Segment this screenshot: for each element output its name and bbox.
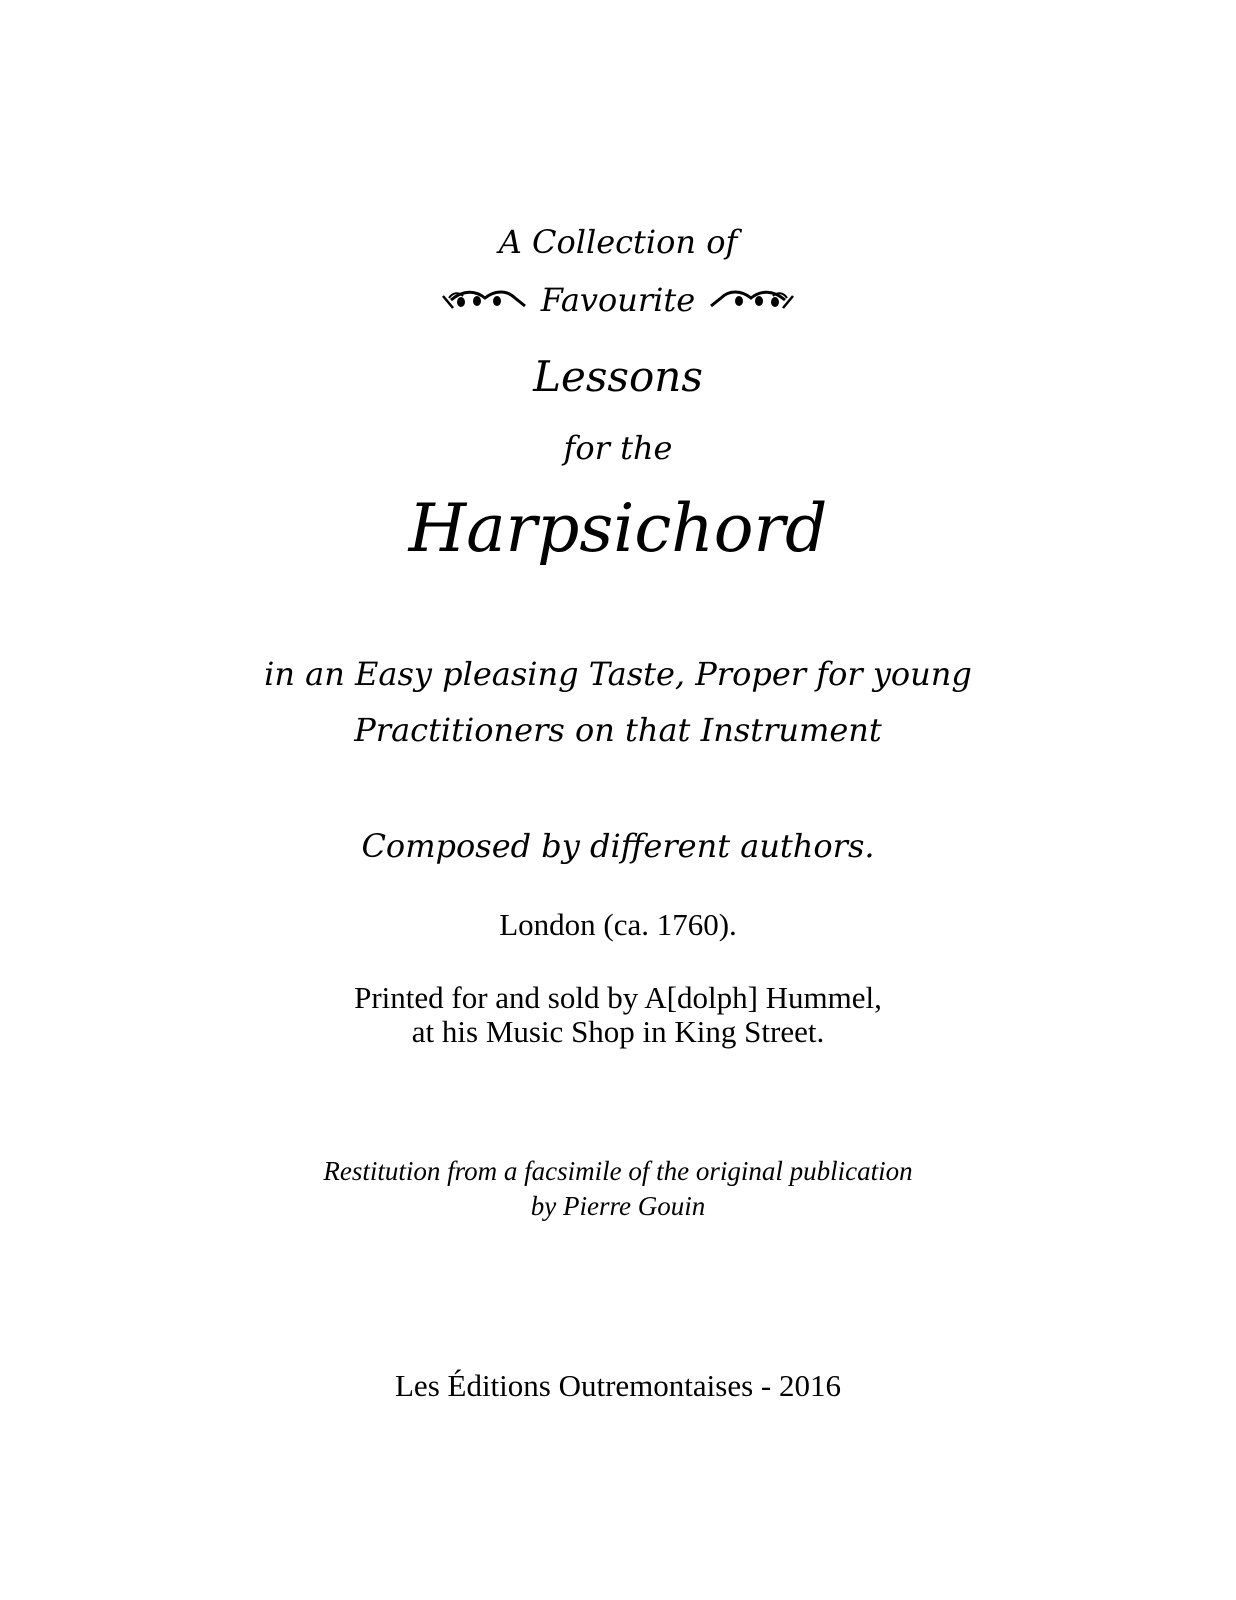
composer-line: Composed by different authors. [361,827,875,865]
main-title: Harpsichord [408,490,828,567]
restitution-line-1: Restitution from a facsimile of the original publication [323,1156,913,1186]
restitution-line-2: by Pierre Gouin [530,1191,706,1221]
publisher-line: Les Éditions Outremontaises - 2016 [395,1368,841,1403]
left-vine-flourish-icon [441,288,527,312]
right-vine-flourish-icon [709,288,795,312]
printer-line-1: Printed for and sold by A[dolph] Hummel, [354,980,882,1015]
favourite-row [0,281,1236,319]
place-date-line: London (ca. 1760). [499,907,737,942]
for-the-heading: for the [563,429,673,467]
description-line-2: Practitioners on that Instrument [354,711,882,749]
favourite-heading: Favourite [540,281,696,319]
collection-heading: A Collection of [498,223,738,261]
printer-line-2: at his Music Shop in King Street. [411,1014,825,1049]
lessons-heading: Lessons [533,352,703,401]
description-line-1: in an Easy pleasing Taste, Proper for young [264,655,972,693]
